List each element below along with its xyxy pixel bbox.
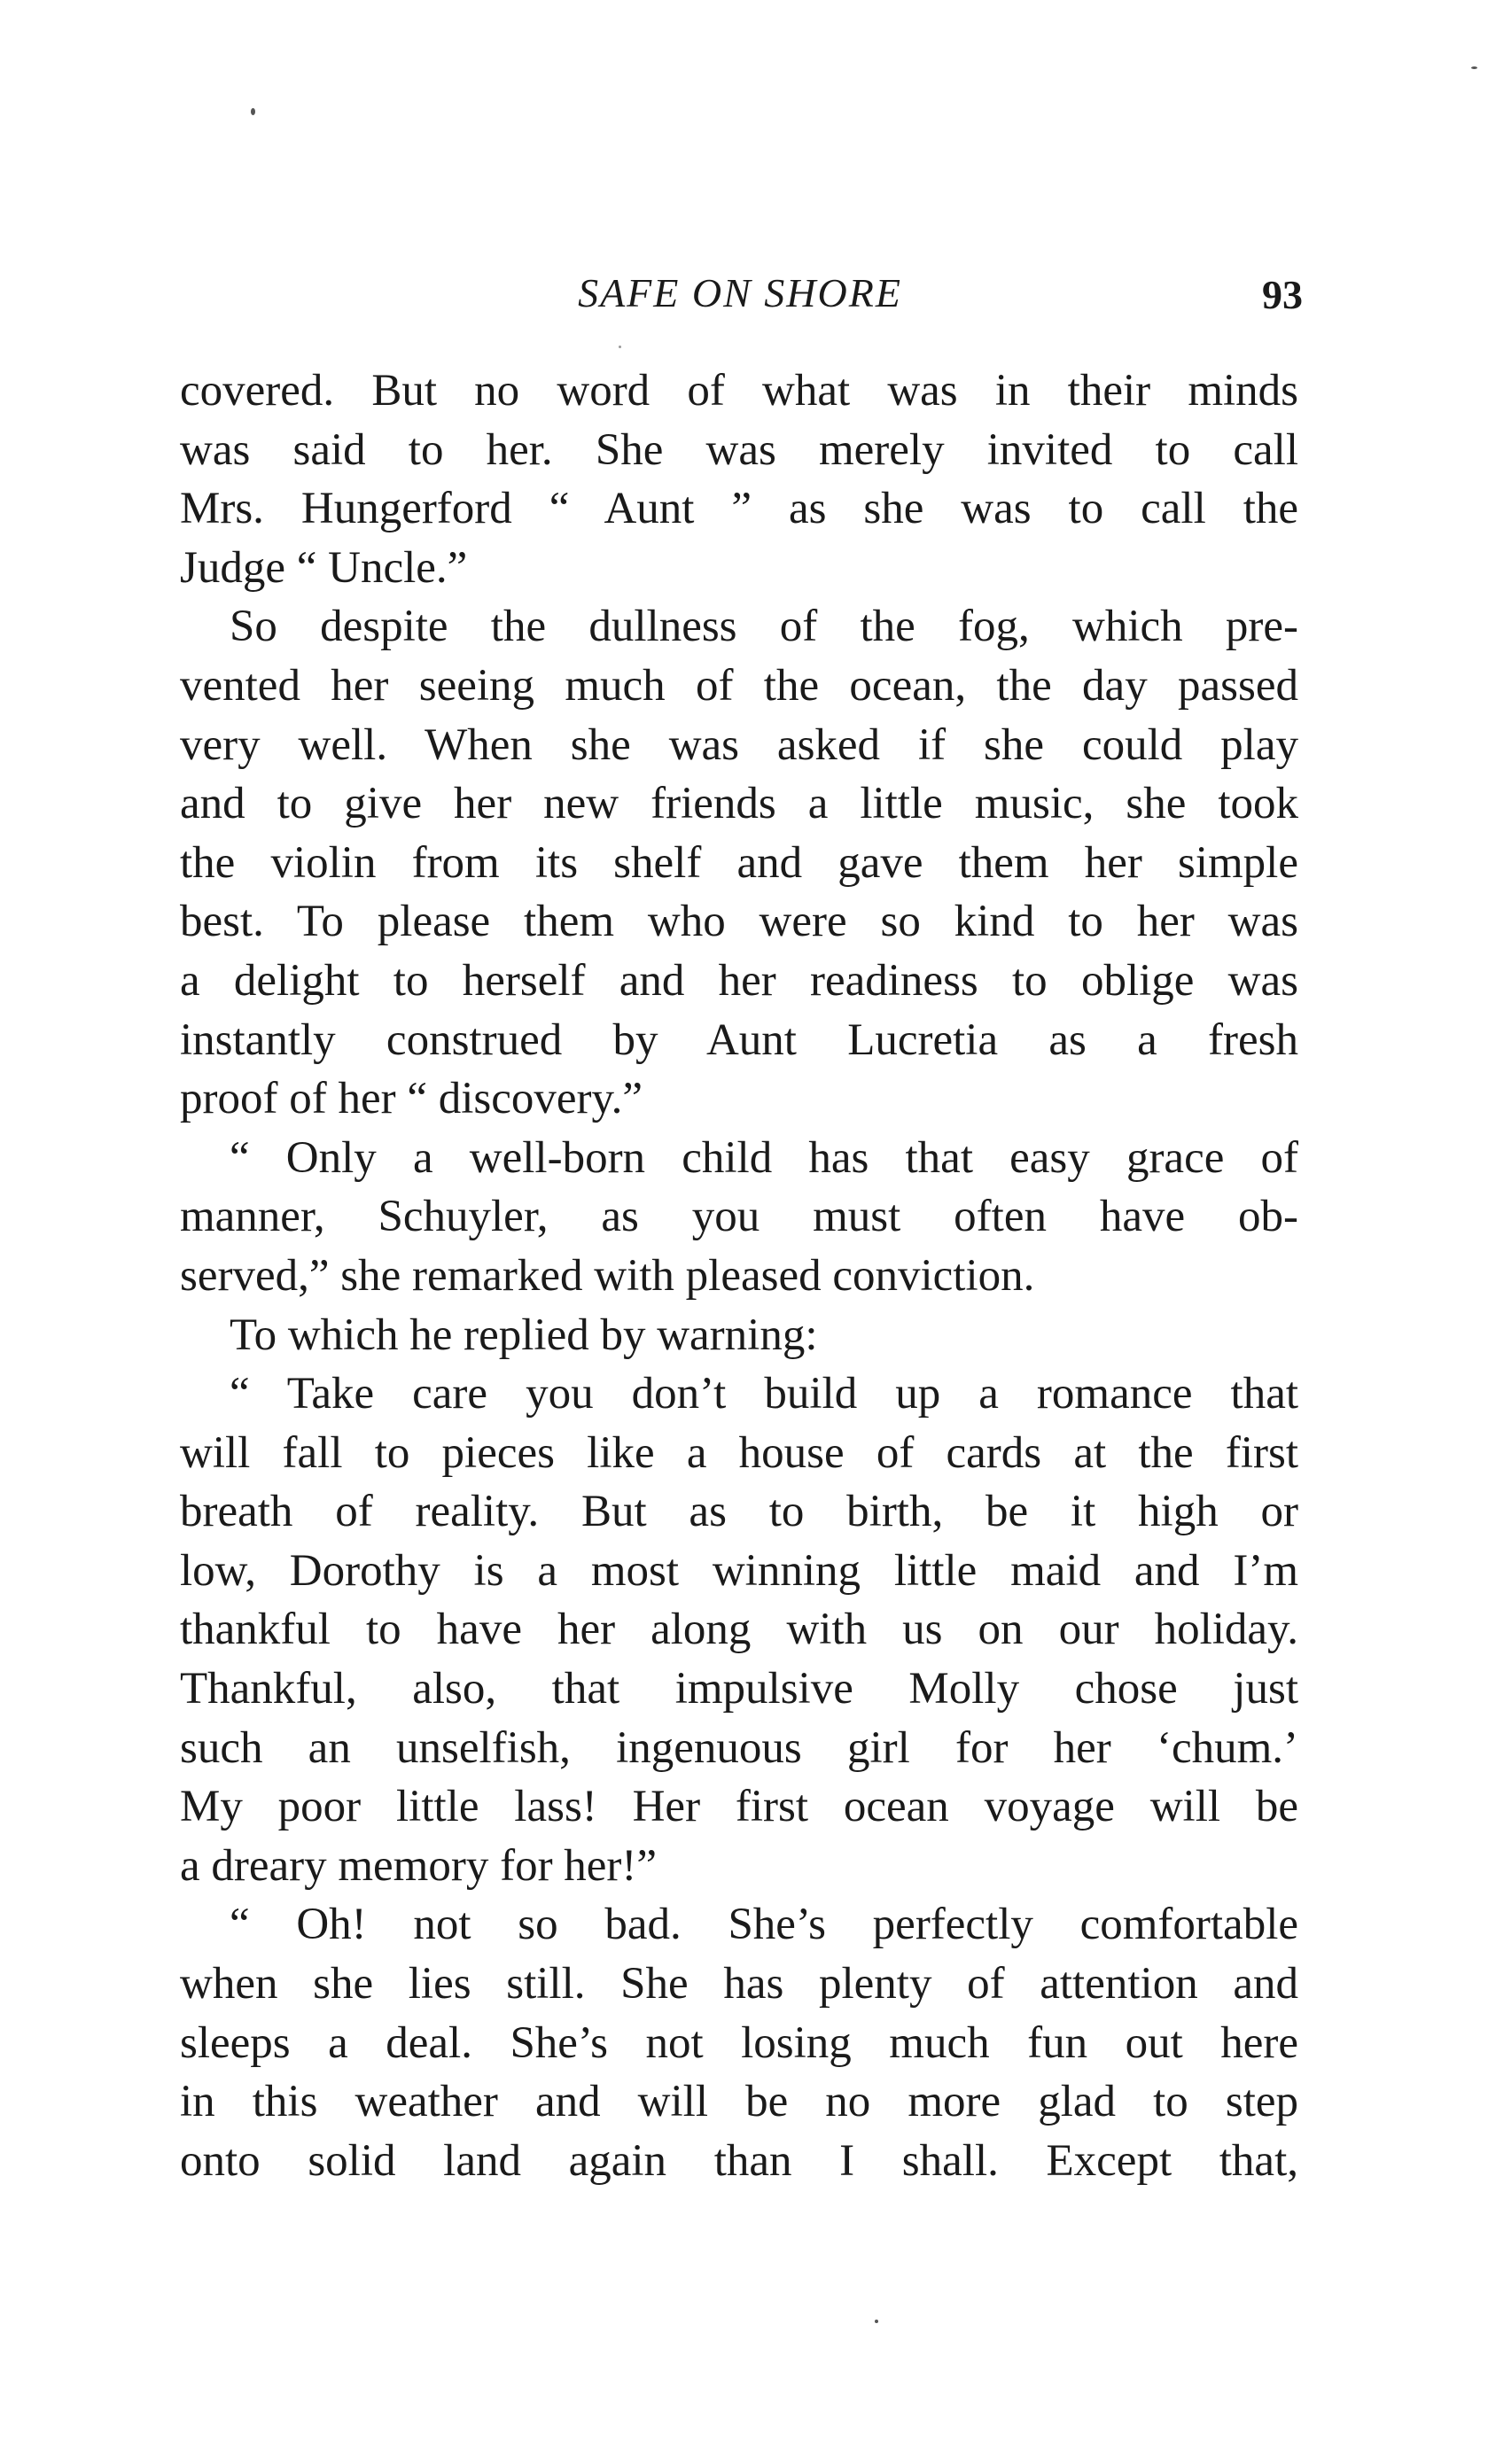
text-line: manner, Schuyler, as you must often have ob-: [180, 1192, 1298, 1242]
text-line: in this weather and will be no more glad to step: [180, 2077, 1298, 2127]
text-line: proof of her “ discovery.”: [180, 1074, 643, 1124]
text-line: Mrs. Hungerford “ Aunt ” as she was to call the: [180, 484, 1298, 534]
text-line: My poor little lass! Her first ocean voyage will be: [180, 1782, 1298, 1832]
running-title: SAFE ON SHORE: [578, 270, 902, 315]
text-line: a dreary memory for her!”: [180, 1840, 658, 1891]
text-line: So despite the dullness of the fog, which pre-: [230, 602, 1298, 652]
text-line: “ Oh! not so bad. She’s perfectly comfortable: [230, 1900, 1298, 1950]
text-line: a delight to herself and her readiness to oblige was: [180, 955, 1298, 1006]
text-line: vented her seeing much of the ocean, the day passed: [180, 660, 1298, 711]
text-line: sleeps a deal. She’s not losing much fun out here: [180, 2017, 1298, 2068]
running-head: [177, 262, 1303, 324]
text-line: Thankful, also, that impulsive Molly chose just: [180, 1664, 1298, 1714]
text-line: very well. When she was asked if she could play: [180, 719, 1298, 770]
text-line: best. To please them who were so kind to her was: [180, 897, 1298, 947]
text-line: Judge “ Uncle.”: [180, 542, 468, 593]
text-line: instantly construed by Aunt Lucretia as a fresh: [180, 1014, 1298, 1065]
text-line: thankful to have her along with us on our holiday.: [180, 1605, 1298, 1655]
scan-speck: [619, 346, 621, 348]
text-line: onto solid land again than I shall. Except that,: [180, 2135, 1298, 2186]
text-line: served,” she remarked with pleased conviction.: [180, 1250, 1035, 1301]
text-line: the violin from its shelf and gave them her simple: [180, 837, 1298, 888]
text-line: was said to her. She was merely invited to call: [180, 424, 1298, 475]
text-line: low, Dorothy is a most winning little maid and I’m: [180, 1545, 1298, 1596]
scan-speck: [251, 108, 255, 115]
scan-speck: [875, 2320, 878, 2323]
text-line: when she lies still. She has plenty of attention and: [180, 1959, 1298, 2009]
body-text: [180, 361, 1298, 2190]
text-line: will fall to pieces like a house of cards at the first: [180, 1427, 1298, 1478]
text-line: and to give her new friends a little music, she took: [180, 779, 1298, 829]
text-line: “ Take care you don’t build up a romance that: [230, 1369, 1298, 1419]
text-line: covered. But no word of what was in their minds: [180, 366, 1298, 416]
text-line: To which he replied by warning:: [230, 1310, 818, 1360]
text-line: “ Only a well-born child has that easy grace of: [230, 1132, 1298, 1183]
page-number: 93: [1262, 272, 1303, 317]
text-line: breath of reality. But as to birth, be it high or: [180, 1487, 1298, 1537]
text-line: such an unselfish, ingenuous girl for her ‘chum.’: [180, 1722, 1298, 1773]
scan-speck: [1471, 66, 1477, 69]
